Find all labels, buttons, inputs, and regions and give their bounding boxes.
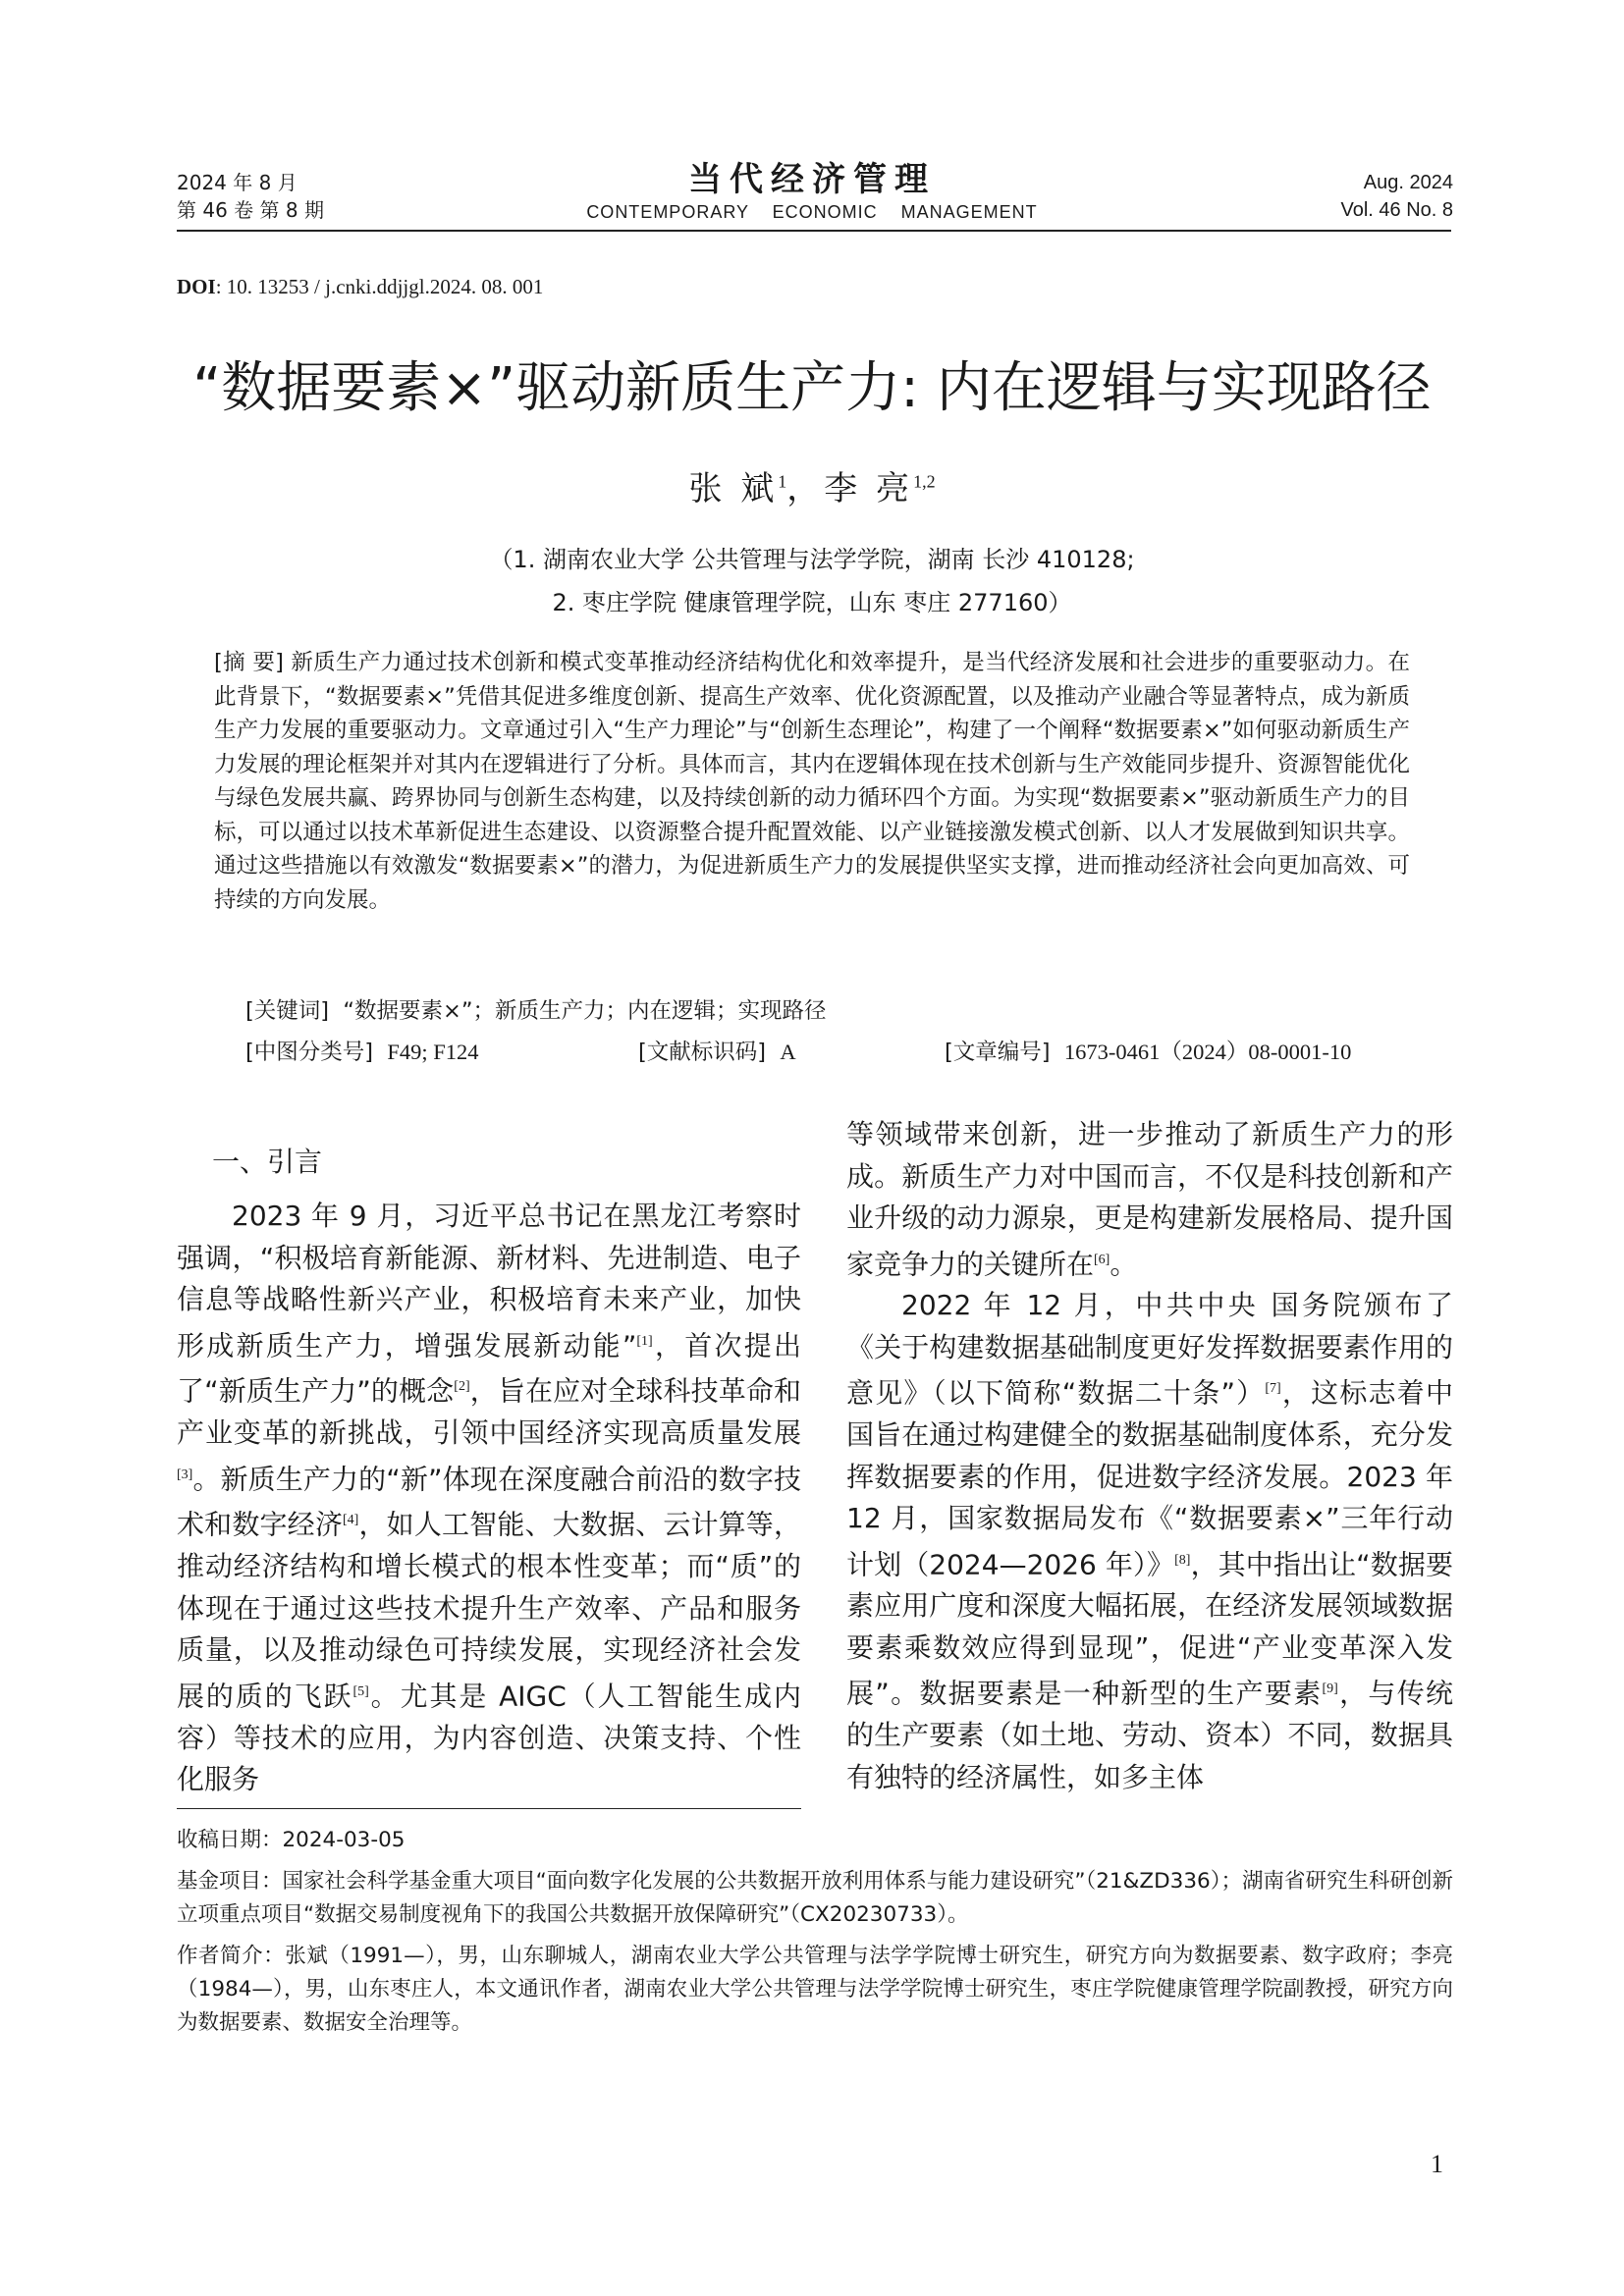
abstract <box>214 646 1410 917</box>
text-run: 。新质生产力的“新”体现在深度融合前沿的数字技术和数字经济 <box>177 1462 801 1541</box>
keywords-label: [关键词] <box>245 998 330 1024</box>
page-number: 1 <box>1431 2150 1443 2178</box>
intro-paragraph-1 <box>177 1196 801 1801</box>
header-volume-en: Vol. 46 No. 8 <box>1340 199 1453 221</box>
footnote-author-bio: 作者简介：张斌（1991—），男，山东聊城人，湖南农业大学公共管理与法学学院博士研究生，研究方向为数据要素、数字政府；李亮（1984—），男，山东枣庄人，本文通讯作者，湖南农业大学公共管理与法学学院博士研究生，枣庄学院健康管理学院副教授，研究方向为数据要素、数据安全治理等。 <box>177 1944 1453 2035</box>
text-run: 。尤其是 AIGC（人工智能生成内容）等技术的应用，为内容创造、决策支持、个性化服务 <box>177 1680 801 1796</box>
art-value: 1673-0461（2024）08-0001-10 <box>1063 1040 1352 1064</box>
citation-3[interactable]: [3] <box>177 1467 193 1482</box>
abstract-text: 新质生产力通过技术创新和模式变革推动经济结构优化和效率提升，是当代经济发展和社会进步的重要驱动力。在此背景下，“数据要素×”凭借其促进多维度创新、提高生产效率、优化资源配置，以及推动产业融合等显著特点，成为新质生产力发展的重要驱动力。文章通过引入“生产力理论”与“创新生态理论”，构建了一个阐释“数据要素×”如何驱动新质生产力发展的理论框架并对其内在逻辑进行了分析。具体而言，其内在逻辑体现在技术创新与生产效能同步提升、资源智能优化与绿色发展共赢、跨界协同与创新生态构建，以及持续创新的动力循环四个方面。为实现“数据要素×”驱动新质生产力的目标，可以通过以技术革新促进生态建设、以资源整合提升配置效能、以产业链接激发模式创新、以人才发展做到知识共享。通过这些措施以有效激发“数据要素×”的潜力，为促进新质生产力的发展提供坚实支撑，进而推动经济社会向更加高效、可持续的方向发展。 <box>214 650 1410 913</box>
author-separator: ， <box>786 469 825 508</box>
text-run: 2022 年 12 月，中共中央 国务院颁布了《关于构建数据基础制度更好发挥数据要素作用的意见》（以下简称“数据二十条”） <box>846 1289 1453 1410</box>
header-date-en: Aug. 2024 <box>1363 172 1453 193</box>
text-run: 2023 年 9 月，习近平总书记在黑龙江考察时强调，“积极培育新能源、新材料、先进制造、电子信息等战略性新兴产业，积极培育未来产业，加快形成新质生产力，增强发展新动能” <box>177 1200 801 1362</box>
doi-line <box>177 275 543 299</box>
text-run: ，其中指出让“数据要素应用广度和深度大幅拓展，在经济发展领域数据要素乘数效应得到显现”，促进“产业变革深入发展”。数据要素是一种新型的生产要素 <box>846 1547 1453 1710</box>
article-number <box>945 1035 1351 1066</box>
affiliation-1: （1. 湖南农业大学 公共管理与法学学院，湖南 长沙 410128; <box>489 546 1135 573</box>
citation-4[interactable]: [4] <box>343 1513 359 1528</box>
text-run: 。 <box>1110 1247 1138 1280</box>
text-run: ，与传统的生产要素（如土地、劳动、资本）不同，数据具有独特的经济属性，如多主体 <box>846 1677 1453 1793</box>
header-date-cn: 2024 年 8 月 <box>177 171 298 194</box>
classification-number <box>245 1035 479 1066</box>
body-right-column <box>846 1114 1453 1798</box>
citation-1[interactable]: [1] <box>636 1333 653 1349</box>
article-title: “数据要素×”驱动新质生产力: 内在逻辑与实现路径 <box>192 356 1432 420</box>
keywords-text: “数据要素×”；新质生产力；内在逻辑；实现路径 <box>343 998 827 1024</box>
text-run: ，这标志着中国旨在通过构建健全的数据基础制度体系，充分发挥数据要素的作用，促进数字经济发展。2023 年 12 月，国家数据局发布《“数据要素×”三年行动计划（2024—2026 年）》 <box>846 1376 1453 1580</box>
doi-label: DOI <box>177 275 216 298</box>
document-code <box>638 1035 796 1066</box>
intro-paragraph-2 <box>846 1285 1453 1798</box>
header-issue-en <box>1340 169 1453 224</box>
art-label: [文章编号] <box>945 1040 1051 1065</box>
body-left-column <box>177 1196 801 1801</box>
text-run: ，如人工智能、大数据、云计算等，推动经济结构和增长模式的根本性变革；而“质”的体现在于通过这些技术提升生产效率、产品和服务质量，以及推动绿色可持续发展，实现经济社会发展的质的飞跃 <box>177 1508 801 1713</box>
journal-name-en: CONTEMPORARY ECONOMIC MANAGEMENT <box>586 202 1038 222</box>
affiliation-2: 2. 枣庄学院 健康管理学院，山东 枣庄 277160） <box>552 589 1072 616</box>
author-line <box>0 461 1624 509</box>
doc-label: [文献标识码] <box>638 1040 767 1065</box>
cls-value: F49; F124 <box>387 1040 479 1064</box>
footnotes <box>177 1824 1453 2048</box>
citation-7[interactable]: [7] <box>1265 1381 1281 1397</box>
text-run: 等领域带来创新，进一步推动了新质生产力的形成。新质生产力对中国而言，不仅是科技创新和产业升级的动力源泉，更是构建新发展格局、提升国家竞争力的关键所在 <box>846 1118 1453 1280</box>
footnote-funding: 基金项目：国家社会科学基金重大项目“面向数字化发展的公共数据开放利用体系与能力建设研究”（21&ZD336）；湖南省研究生科研创新立项重点项目“数据交易制度视角下的我国公共数据开放保障研究”（CX20230733）。 <box>177 1869 1453 1927</box>
journal-logo-cn: 当代经济管理 <box>688 160 936 199</box>
journal-masthead <box>491 159 1133 224</box>
citation-2[interactable]: [2] <box>454 1379 470 1395</box>
doi-value: : 10. 13253 / j.cnki.ddjjgl.2024. 08. 001 <box>215 275 544 298</box>
author-2: 李 亮 <box>824 469 914 508</box>
footnote-received-date: 收稿日期：2024-03-05 <box>177 1828 406 1852</box>
intro-paragraph-1-continued <box>846 1114 1453 1285</box>
header-divider <box>177 230 1451 232</box>
keywords <box>245 993 827 1025</box>
cls-label: [中图分类号] <box>245 1040 374 1065</box>
citation-9[interactable]: [9] <box>1322 1682 1338 1697</box>
section-heading-intro: 一、引言 <box>212 1146 323 1178</box>
citation-5[interactable]: [5] <box>352 1683 369 1699</box>
author-1-affil: 1 <box>778 471 787 492</box>
citation-6[interactable]: [6] <box>1094 1252 1110 1267</box>
author-2-affil: 1,2 <box>913 471 936 492</box>
text-run: ，旨在应对全球科技革命和产业变革的新挑战，引领中国经济实现高质量发展 <box>177 1374 801 1450</box>
author-1: 张 斌 <box>688 469 779 508</box>
header-volume-cn: 第 46 卷 第 8 期 <box>177 198 324 222</box>
citation-8[interactable]: [8] <box>1174 1552 1191 1568</box>
doc-value: A <box>780 1040 796 1064</box>
footnote-divider <box>177 1808 801 1809</box>
abstract-label: [摘 要] <box>214 650 284 675</box>
text-run: ，首次提出了“新质生产力”的概念 <box>177 1328 801 1408</box>
header-issue-cn <box>177 169 324 224</box>
